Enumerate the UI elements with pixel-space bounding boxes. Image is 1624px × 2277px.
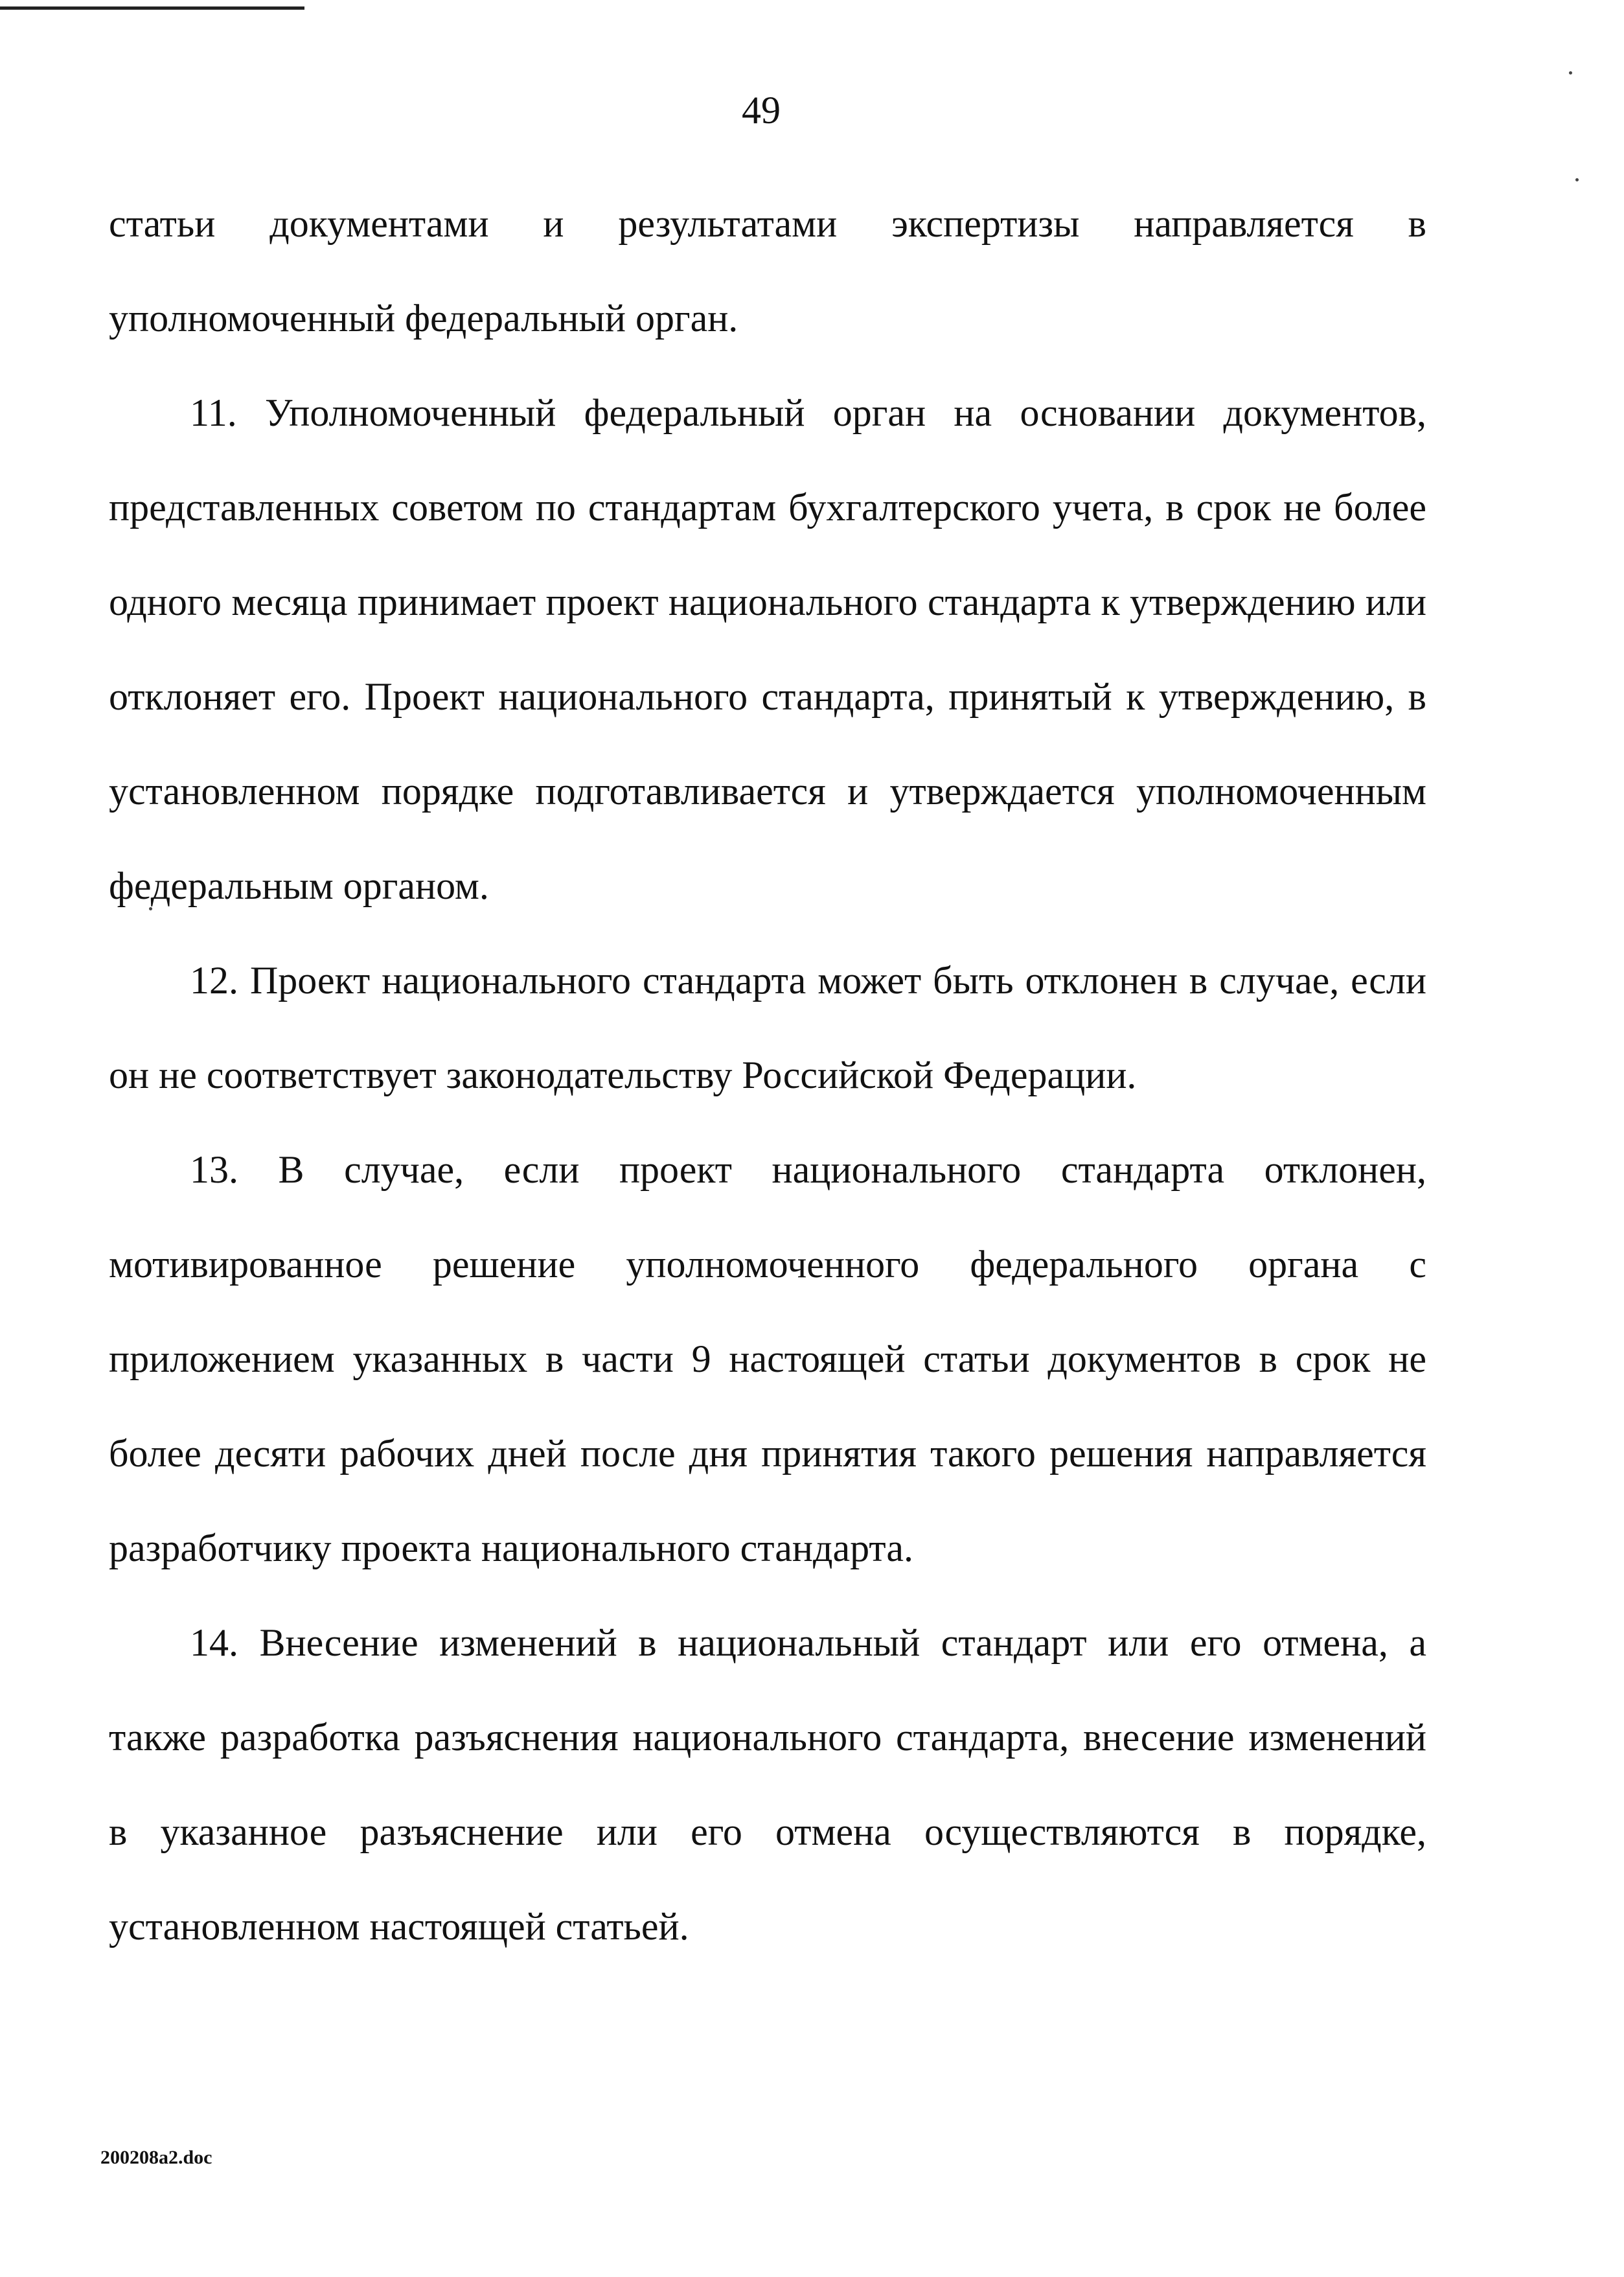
paragraph-continuation: статьи документами и результатами экспертизы направляется в уполномоченный федеральный орган. [109, 202, 1426, 340]
footer-file-name: 200208a2.doc [100, 2147, 212, 2168]
paragraph-item-14: 14. Внесение изменений в национальный стандарт или его отмена, а также разработка разъяснения национального стандарта, внесение изменений в указанное разъяснение или его отмена осуществляются в порядке, установленном настоящей статьей. [109, 1621, 1426, 1948]
scan-edge-line [0, 6, 304, 10]
page-number: 49 [742, 89, 781, 132]
paragraph-item-11: 11. Уполномоченный федеральный орган на основании документов, представленных советом по стандартам бухгалтерского учета, в срок не более одного месяца принимает проект национального стандарта к утверждению или отклоняет его. Проект национального стандарта, принятый к утверждению, в установленном порядке подготавливается и утверждается уполномоченным федеральным органом. [109, 391, 1426, 907]
document-body [109, 176, 1426, 1974]
paragraph-item-13: 13. В случае, если проект национального стандарта отклонен, мотивированное решение уполномоченного федерального органа с приложением указанных в части 9 настоящей статьи документов в срок не более десяти рабочих дней после дня принятия такого решения направляется разработчику проекта национального стандарта. [109, 1148, 1426, 1569]
scan-speck [1569, 71, 1572, 75]
paragraph-item-12: 12. Проект национального стандарта может быть отклонен в случае, если он не соответствует законодательству Российской Федерации. [109, 959, 1426, 1096]
scan-speck [1575, 178, 1579, 181]
